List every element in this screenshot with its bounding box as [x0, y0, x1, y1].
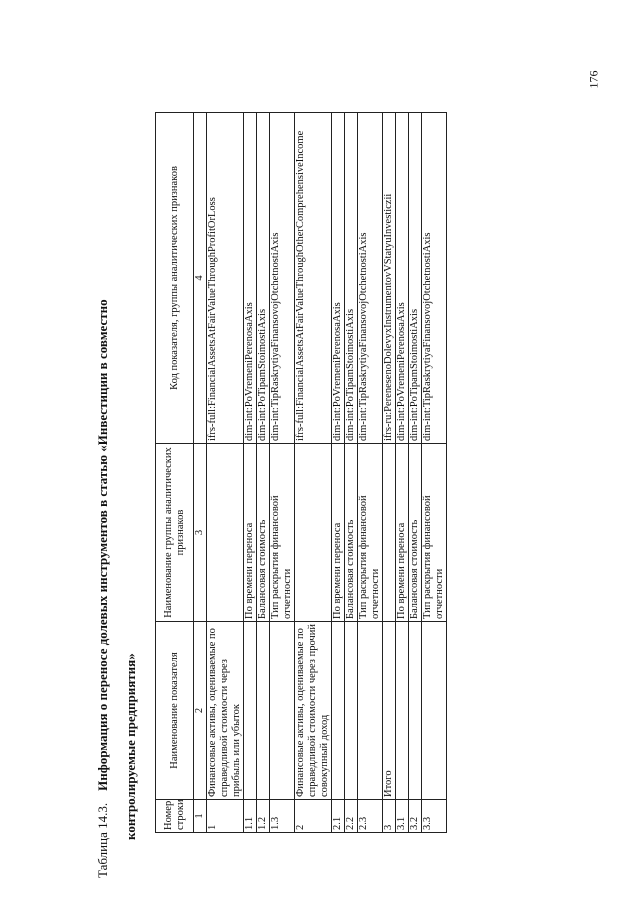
caption-line-1	[95, 299, 111, 878]
column-number-row	[194, 113, 207, 833]
group-name-cell: Тип раскрытия финансовой отчетности	[270, 444, 295, 622]
code-cell: ifrs-ru:PerenesenoDolevyxInstrumentovVStatyuInvesticzii	[383, 113, 396, 444]
row-number-cell: 3.1	[396, 800, 409, 833]
group-name-cell: Балансовая стоимость	[409, 444, 422, 622]
row-number-cell: 1	[207, 800, 244, 833]
group-name-cell: По времени переноса	[244, 444, 257, 622]
indicator-name-cell	[358, 622, 383, 800]
row-number-cell: 2	[295, 800, 332, 833]
rotated-page-content	[95, 98, 495, 878]
code-cell: dim-int:PoVremeniPerenosaAxis	[332, 113, 345, 444]
row-number-cell: 2.1	[332, 800, 345, 833]
row-number-cell: 1.3	[270, 800, 295, 833]
column-number: 4	[194, 113, 207, 444]
indicator-name-cell	[270, 622, 295, 800]
table-row	[207, 113, 244, 833]
code-cell: dim-int:PoVremeniPerenosaAxis	[396, 113, 409, 444]
indicator-name-cell	[244, 622, 257, 800]
code-cell: dim-int:PoTipamStoimostiAxis	[345, 113, 358, 444]
row-number-cell: 2.2	[345, 800, 358, 833]
header-code: Код показателя, группы аналитических признаков	[156, 113, 194, 444]
indicator-name-cell	[257, 622, 270, 800]
table-row	[295, 113, 332, 833]
code-cell: ifrs-full:FinancialAssetsAtFairValueThroughOtherComprehensiveIncome	[295, 113, 332, 444]
group-name-cell	[207, 444, 244, 622]
column-number: 2	[194, 622, 207, 800]
group-name-cell: Балансовая стоимость	[257, 444, 270, 622]
row-number-cell: 1.1	[244, 800, 257, 833]
row-number-cell: 3.3	[422, 800, 447, 833]
table-caption	[95, 98, 145, 878]
table-row	[358, 113, 383, 833]
page-number: 176	[586, 70, 601, 89]
group-name-cell: Тип раскрытия финансовой отчетности	[422, 444, 447, 622]
group-name-cell	[295, 444, 332, 622]
column-number: 3	[194, 444, 207, 622]
row-number-cell: 1.2	[257, 800, 270, 833]
caption-title-line-1: Информация о переносе долевых инструментов в статью «Инвестиции в совместно	[95, 299, 110, 791]
group-name-cell: По времени переноса	[332, 444, 345, 622]
table-number: Таблица 14.3.	[95, 802, 110, 878]
group-name-cell: По времени переноса	[396, 444, 409, 622]
group-name-cell: Балансовая стоимость	[345, 444, 358, 622]
header-indicator-name: Наименование показателя	[156, 622, 194, 800]
code-cell: dim-int:PoTipamStoimostiAxis	[409, 113, 422, 444]
table-row	[396, 113, 409, 833]
table-row	[409, 113, 422, 833]
indicator-name-cell	[332, 622, 345, 800]
group-name-cell	[383, 444, 396, 622]
table-row	[345, 113, 358, 833]
code-cell: dim-int:TipRaskrytiyaFinansovojOtchetnostiAxis	[358, 113, 383, 444]
code-cell: dim-int:PoTipamStoimostiAxis	[257, 113, 270, 444]
table-row	[244, 113, 257, 833]
row-number-cell: 2.3	[358, 800, 383, 833]
indicator-name-cell	[396, 622, 409, 800]
code-cell: dim-int:PoVremeniPerenosaAxis	[244, 113, 257, 444]
indicator-name-cell	[409, 622, 422, 800]
header-row-number: Номер строки	[156, 800, 194, 833]
data-table	[155, 112, 447, 833]
header-row	[156, 113, 194, 833]
code-cell: dim-int:TipRaskrytiyaFinansovojOtchetnostiAxis	[270, 113, 295, 444]
indicator-name-cell: Финансовые активы, оцениваемые по справедливой стоимости через прибыль или убыток	[207, 622, 244, 800]
table-row	[332, 113, 345, 833]
row-number-cell: 3.2	[409, 800, 422, 833]
table-row	[383, 113, 396, 833]
table-row	[257, 113, 270, 833]
caption-title-line-2: контролируемые предприятия»	[123, 653, 138, 840]
code-cell: ifrs-full:FinancialAssetsAtFairValueThroughProfitOrLoss	[207, 113, 244, 444]
table-body	[207, 113, 447, 833]
header-group-name: Наименование группы аналитических признаков	[156, 444, 194, 622]
code-cell: dim-int:TipRaskrytiyaFinansovojOtchetnostiAxis	[422, 113, 447, 444]
table-row	[422, 113, 447, 833]
table-row	[270, 113, 295, 833]
column-number: 1	[194, 800, 207, 833]
indicator-name-cell: Финансовые активы, оцениваемые по справедливой стоимости через прочий совокупный доход	[295, 622, 332, 800]
indicator-name-cell	[422, 622, 447, 800]
indicator-name-cell: Итого	[383, 622, 396, 800]
indicator-name-cell	[345, 622, 358, 800]
row-number-cell: 3	[383, 800, 396, 833]
group-name-cell: Тип раскрытия финансовой отчетности	[358, 444, 383, 622]
